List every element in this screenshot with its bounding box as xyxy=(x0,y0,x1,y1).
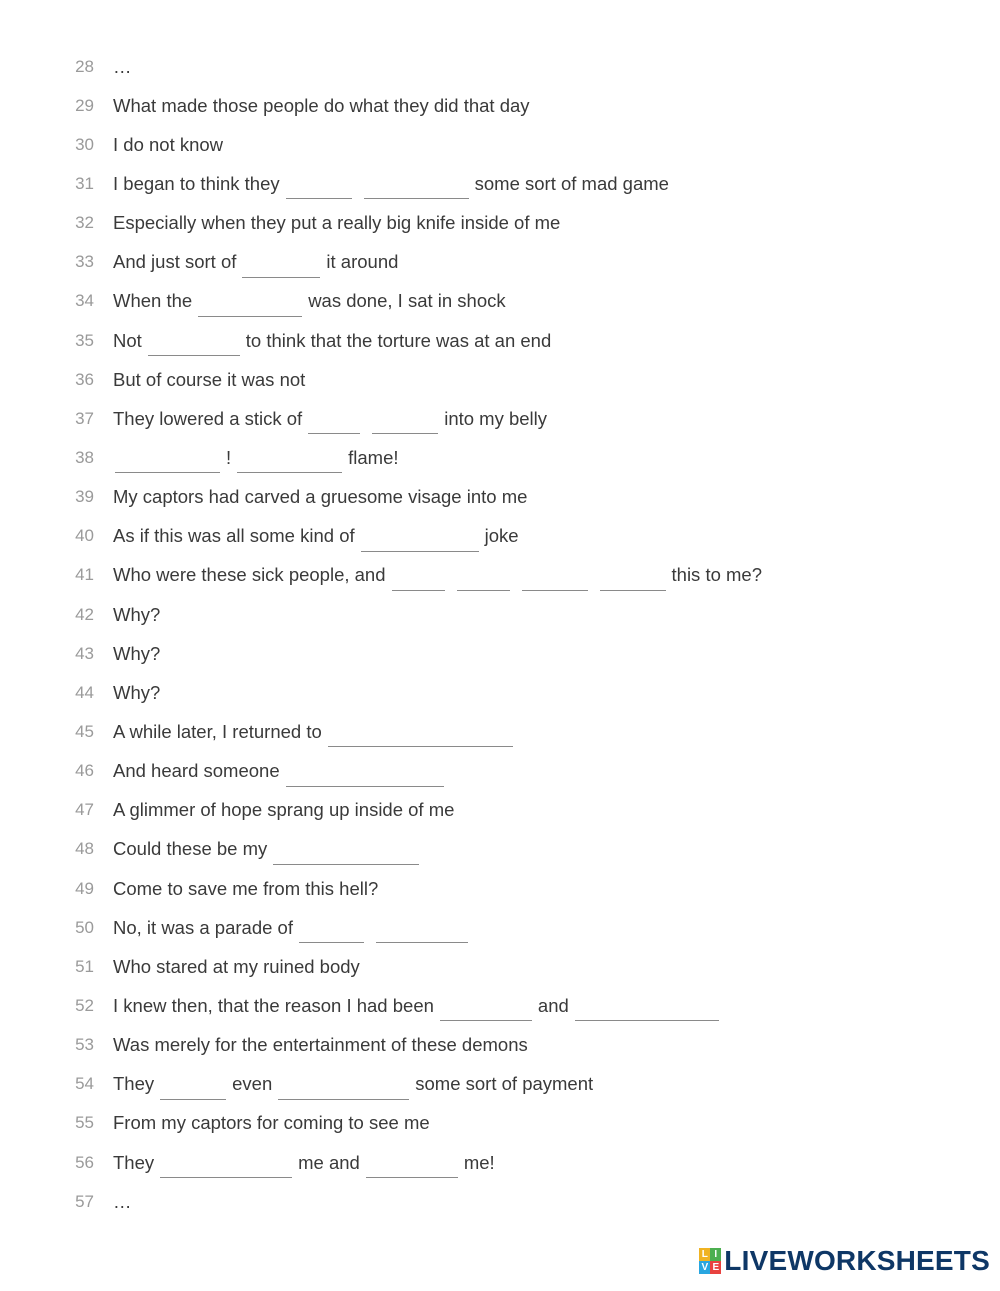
line-number: 40 xyxy=(75,526,94,546)
worksheet-line xyxy=(0,399,1000,438)
line-text: What made those people do what they did that day xyxy=(113,94,530,116)
line-text: Who were these sick people, and xyxy=(113,564,386,586)
line-text: Why? xyxy=(113,603,161,625)
worksheet-line xyxy=(0,712,1000,751)
line-text: me and xyxy=(298,1151,360,1173)
line-number: 52 xyxy=(75,995,94,1015)
line-number: 57 xyxy=(75,1191,94,1211)
line-text: ! xyxy=(226,446,232,468)
line-number: 41 xyxy=(75,565,94,585)
line-number: 30 xyxy=(75,134,94,154)
line-text: My captors had carved a gruesome visage into me xyxy=(113,486,528,508)
line-content xyxy=(113,56,132,78)
line-content xyxy=(113,446,399,469)
line-text: and xyxy=(537,994,569,1016)
answer-blank[interactable] xyxy=(273,842,419,865)
line-text: I began to think they xyxy=(113,172,280,194)
line-number: 54 xyxy=(75,1074,94,1094)
answer-blank[interactable] xyxy=(575,998,719,1021)
answer-blank[interactable] xyxy=(308,411,360,434)
line-content xyxy=(113,838,425,861)
line-number: 29 xyxy=(75,95,94,115)
line-content xyxy=(113,525,519,548)
worksheet-line xyxy=(0,908,1000,947)
answer-blank[interactable] xyxy=(148,333,240,356)
line-text: me! xyxy=(463,1151,495,1173)
worksheet-line xyxy=(0,986,1000,1025)
worksheet-line xyxy=(0,86,1000,125)
line-text: And heard someone xyxy=(113,760,280,782)
line-number: 43 xyxy=(75,643,94,663)
line-text: into my belly xyxy=(444,407,548,429)
line-content xyxy=(113,172,669,195)
answer-blank[interactable] xyxy=(299,920,364,943)
line-text: this to me? xyxy=(671,564,763,586)
line-number: 38 xyxy=(75,447,94,467)
worksheet-line xyxy=(0,47,1000,86)
line-text: They xyxy=(113,1151,155,1173)
line-content xyxy=(113,604,160,626)
line-number: 32 xyxy=(75,213,94,233)
line-text: No, it was a parade of xyxy=(113,916,293,938)
answer-blank[interactable] xyxy=(361,529,479,552)
line-text: … xyxy=(113,55,132,77)
line-number: 39 xyxy=(75,487,94,507)
line-text: I knew then, that the reason I had been xyxy=(113,994,434,1016)
logo-text: LIVEWORKSHEETS xyxy=(724,1245,990,1276)
line-content xyxy=(113,134,223,156)
answer-blank[interactable] xyxy=(160,1077,226,1100)
answer-blank[interactable] xyxy=(242,255,320,278)
answer-blank[interactable] xyxy=(600,568,666,591)
line-content xyxy=(113,564,762,587)
line-content xyxy=(113,1034,528,1056)
line-content xyxy=(113,994,725,1017)
line-content xyxy=(113,956,360,978)
answer-blank[interactable] xyxy=(115,450,220,473)
line-text: Was merely for the entertainment of these demons xyxy=(113,1034,528,1056)
line-content xyxy=(113,682,160,704)
logo-mark-letter: V xyxy=(699,1261,710,1274)
line-number: 53 xyxy=(75,1035,94,1055)
line-number: 34 xyxy=(75,291,94,311)
answer-blank[interactable] xyxy=(522,568,588,591)
line-number: 44 xyxy=(75,682,94,702)
line-content xyxy=(113,329,551,352)
line-content xyxy=(113,486,527,508)
line-number: 42 xyxy=(75,604,94,624)
line-text: Come to save me from this hell? xyxy=(113,877,379,899)
answer-blank[interactable] xyxy=(457,568,510,591)
line-number: 49 xyxy=(75,878,94,898)
line-content xyxy=(113,1191,132,1213)
line-content xyxy=(113,290,506,313)
line-text: some sort of mad game xyxy=(474,172,669,194)
line-number: 28 xyxy=(75,56,94,76)
line-number: 37 xyxy=(75,408,94,428)
worksheet-line xyxy=(0,360,1000,399)
answer-blank[interactable] xyxy=(440,998,532,1021)
line-text: From my captors for coming to see me xyxy=(113,1112,430,1134)
line-number: 51 xyxy=(75,956,94,976)
worksheet-line xyxy=(0,830,1000,869)
worksheet-line xyxy=(0,282,1000,321)
line-text: Especially when they put a really big knife inside of me xyxy=(113,212,561,234)
line-text: Could these be my xyxy=(113,838,268,860)
line-number: 36 xyxy=(75,369,94,389)
line-number: 35 xyxy=(75,330,94,350)
line-text: even xyxy=(232,1073,273,1095)
line-content xyxy=(113,1112,430,1134)
line-content xyxy=(113,760,450,783)
worksheet-line xyxy=(0,204,1000,243)
line-text: They lowered a stick of xyxy=(113,407,303,429)
line-number: 48 xyxy=(75,839,94,859)
line-content xyxy=(113,1151,495,1174)
line-text: it around xyxy=(326,251,399,273)
answer-blank[interactable] xyxy=(286,764,444,787)
line-number: 55 xyxy=(75,1113,94,1133)
line-text: And just sort of xyxy=(113,251,237,273)
line-content xyxy=(113,878,378,900)
line-text: Not xyxy=(113,329,142,351)
answer-blank[interactable] xyxy=(364,176,469,199)
worksheet-line xyxy=(0,243,1000,282)
line-content xyxy=(113,95,530,117)
answer-blank[interactable] xyxy=(328,724,513,747)
line-text: Who stared at my ruined body xyxy=(113,955,360,977)
answer-blank[interactable] xyxy=(198,294,302,317)
line-text: was done, I sat in shock xyxy=(308,290,506,312)
answer-blank[interactable] xyxy=(278,1077,409,1100)
line-number: 47 xyxy=(75,800,94,820)
liveworksheets-logo xyxy=(699,1245,990,1277)
line-content xyxy=(113,251,398,274)
worksheet-line xyxy=(0,869,1000,908)
line-text: Why? xyxy=(113,681,161,703)
line-text: Why? xyxy=(113,642,161,664)
worksheet-line xyxy=(0,556,1000,595)
worksheet-line xyxy=(0,1143,1000,1182)
worksheet-lines xyxy=(0,47,1000,1221)
answer-blank[interactable] xyxy=(366,1155,458,1178)
worksheet-line xyxy=(0,673,1000,712)
worksheet-line xyxy=(0,478,1000,517)
worksheet-line xyxy=(0,1104,1000,1143)
line-content xyxy=(113,369,305,391)
worksheet-line xyxy=(0,947,1000,986)
line-number: 31 xyxy=(75,173,94,193)
worksheet-line xyxy=(0,321,1000,360)
logo-mark-icon xyxy=(699,1248,721,1274)
worksheet-line xyxy=(0,1065,1000,1104)
answer-blank[interactable] xyxy=(372,411,438,434)
worksheet-line xyxy=(0,595,1000,634)
logo-mark-letter: I xyxy=(710,1248,721,1261)
line-content xyxy=(113,799,454,821)
line-text: I do not know xyxy=(113,133,224,155)
answer-blank[interactable] xyxy=(392,568,445,591)
worksheet-line xyxy=(0,634,1000,673)
line-number: 33 xyxy=(75,252,94,272)
worksheet-line xyxy=(0,164,1000,203)
line-number: 46 xyxy=(75,761,94,781)
line-text: joke xyxy=(484,525,519,547)
answer-blank[interactable] xyxy=(237,450,342,473)
line-text: … xyxy=(113,1190,132,1212)
line-content xyxy=(113,1073,593,1096)
answer-blank[interactable] xyxy=(160,1155,292,1178)
line-text: A glimmer of hope sprang up inside of me xyxy=(113,799,455,821)
worksheet-line xyxy=(0,1026,1000,1065)
worksheet-line xyxy=(0,125,1000,164)
answer-blank[interactable] xyxy=(376,920,468,943)
worksheet-line xyxy=(0,1182,1000,1221)
logo-mark-letter: L xyxy=(699,1248,710,1261)
line-text: They xyxy=(113,1073,155,1095)
line-text: to think that the torture was at an end xyxy=(245,329,552,351)
line-text: A while later, I returned to xyxy=(113,720,322,742)
line-number: 45 xyxy=(75,721,94,741)
line-content xyxy=(113,212,560,234)
line-text: some sort of payment xyxy=(415,1073,594,1095)
worksheet-line xyxy=(0,791,1000,830)
worksheet-line xyxy=(0,517,1000,556)
line-number: 50 xyxy=(75,917,94,937)
worksheet-line xyxy=(0,438,1000,477)
logo-mark-letter: E xyxy=(710,1261,721,1274)
line-text: When the xyxy=(113,290,193,312)
line-content xyxy=(113,643,160,665)
answer-blank[interactable] xyxy=(286,176,352,199)
worksheet-line xyxy=(0,752,1000,791)
line-text: But of course it was not xyxy=(113,368,306,390)
line-content xyxy=(113,916,474,939)
line-text: flame! xyxy=(348,446,399,468)
line-content xyxy=(113,407,547,430)
line-content xyxy=(113,720,519,743)
line-number: 56 xyxy=(75,1152,94,1172)
line-text: As if this was all some kind of xyxy=(113,525,355,547)
